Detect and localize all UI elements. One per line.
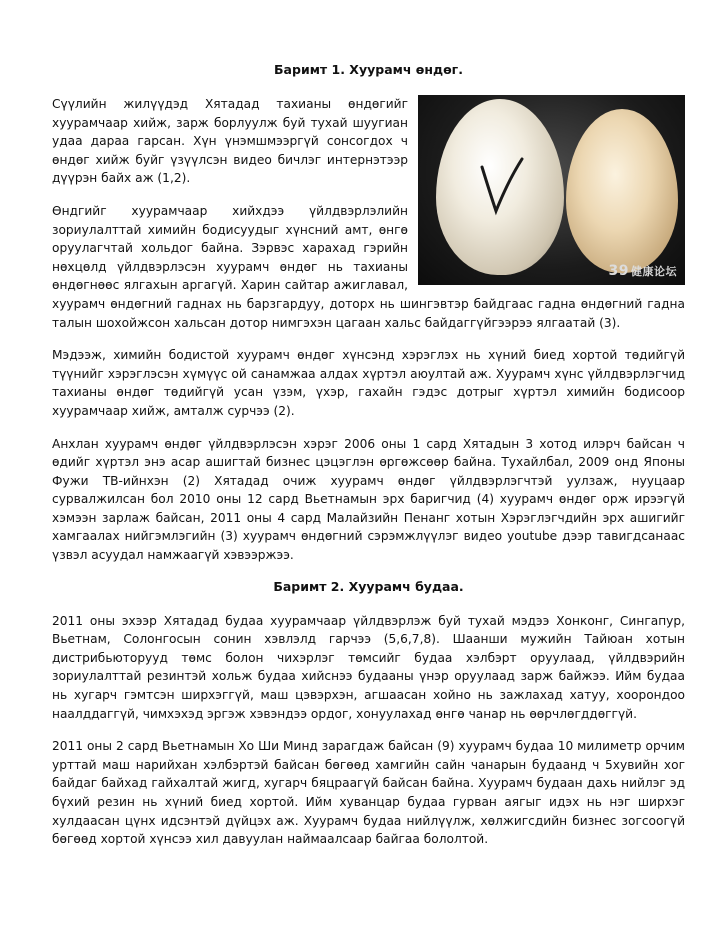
section-2-heading: Баримт 2. Хуурамч будаа. [273,578,464,594]
section-1-paragraph-3: Мэдээж, химийн бодистой хуурамч өндөг хүнсэнд хэрэглэх нь хүний биед хортой төдийгүй түүнийг хэрэглэсэн хүмүүс ой санамжаа алдах хүртэл аюултай аж. Хуурамч хүнс үйлдвэрлэгчид тахианы өндөг төдийгүй усан үзэм, үхэр, гахайн гэдэс дотрыг хүртэл химийн бодисоор хуурамчаар хийж, амталж сурчээ (2). [52,348,685,418]
section-1-paragraph-2: Өндгийг хуурамчаар хийхдээ үйлдвэрлэлийн зориулалттай химийн бодисуудыг хүнсний амт, өнгө оруулагчтай хольдог байна. Зэрвэс харахад гэрийн нөхцөлд үйлдвэрлэсэн хуурамч өндөг нь тахианы өндөгнөөс ялгахын аргагүй. Харин сайтар ажиглавал, хуурамч өндөгний гаднах нь барзгардуу, доторх нь шингэвтэр байдгаас гадна өндөгний гадна талын шохойжсон хальсан дотор нимгэхэн цагаан хальс байдаггүйгээрээ ялгаатай (3). [52,203,685,330]
section-2-paragraph-1: 2011 оны эхээр Хятадад будаа хуурамчаар үйлдвэрлэж буй тухай мэдээ Хонконг, Сингапур, Вьетнам, Солонгосын сонин хэвлэлд гарчээ (5,6,7,8). Шаанши мужийн Тайюан хотын дистрибьюторууд төмс болон чихэрлэг төмсийг будаа хэлбэрт оруулаад, үйлдвэрийн зориулалттай резинтэй хольж будаа хийснээ будааны үнэр оруулаад зарж байжээ. Ийм будаа нь хугарч гэмтсэн ширхэггүй, маш цэвэрхэн, агшаасан хойно нь зажлахад хатуу, хоорондоо наалддаггүй, чимхэхэд эргэж хэвэндээ ордог, хонуулахад өнгө чанар нь өөрчлөгддөггүй. [52,613,685,721]
check-mark-icon [418,95,685,285]
document-page [52,62,685,863]
section-2-paragraph-2: 2011 оны 2 сард Вьетнамын Хо Ши Минд зарагдаж байсан (9) хуурамч будаа 10 милиметр орчим урттай маш нарийхан хэлбэртэй байсан бөгөөд хамгийн сайн чанарын будаанд ч 5хувийн хог байдаг байхад гайхалтай жигд, хугарч бяцраагүй байсан байна. Хуурамч будаан дахь нийлэг эд бүхий резин нь хүний биед хортой. Ийм хуванцар будаа гурван аягыг идэх нь нэг ширхэг хулдаасан цүнх идсэнтэй дүйцэх аж. Хуурамч будаа нийлүүлж, хөлжигсдийн бизнес зогсоогүй бөгөөд хортой хүнсээ хил давуулан наймаалсаар байгаа бололтой. [52,739,685,847]
watermark-text: 健康论坛 [631,265,677,278]
section-1-paragraph-1: Сүүлийн жилүүдэд Хятадад тахианы өндөгийг хуурамчаар хийж, зарж борлуулж буй тухай шуугиан удаа дараа гарсан. Хүн үнэмшмээргүй сонсогдох ч өндөг хийж буйг үзүүлсэн видео бичлэг интернэтээр дүүрэн байх аж (1,2). [52,97,408,186]
photo-watermark [609,263,677,279]
eggs-photo [418,95,685,285]
watermark-number: 39 [608,263,629,279]
section-1-paragraph-4: Анхлан хуурамч өндөг үйлдвэрлэсэн хэрэг 2006 оны 1 сард Хятадын 3 хотод илэрч байсан ч өдийг хүртэл энэ асар ашигтай бизнес цэцэглэн өргөжсөөр байна. Тухайлбал, 2009 онд Японы Фужи ТВ-ийнхэн (2) Хятадад очиж хуурамч өндөг үйлдвэрлэгчтэй уулзаж, нууцаар сурвалжилсан бол 2010 оны 12 сард Вьетнамын эрх баригчид (4) хуурамч өндөг орж ирээгүй хэмээн зарлаж байсан, 2011 оны 4 сард Малайзийн Пенанг хотын Хэрэглэгчдийн эрх ашигийг хамгаалах нийгэмлэгийн (3) хуурамч өндөгний сэрэмжлүүлэг видео youtube дээр тавигдсанаас үзвэл асуудал намжаагүй хэвээржээ. [52,436,685,563]
section-1-heading: Баримт 1. Хуурамч өндөг. [274,62,463,77]
